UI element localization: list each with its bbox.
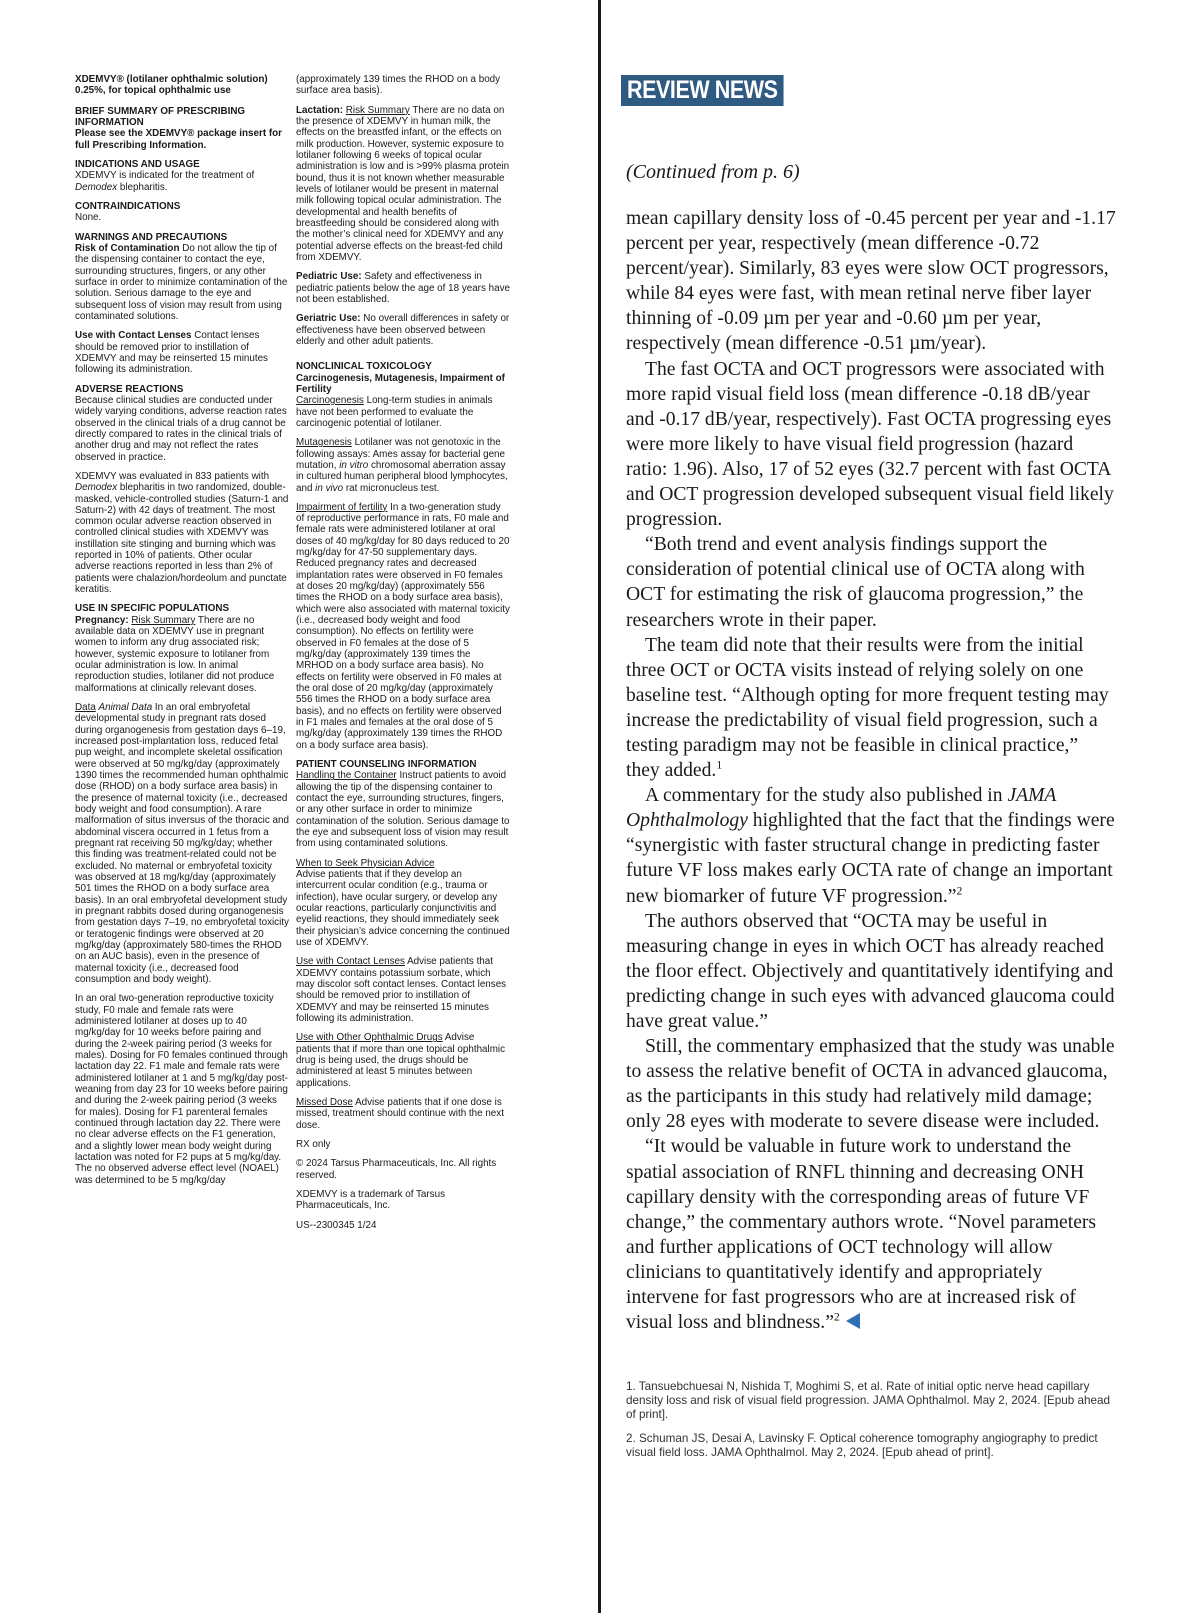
prescribing-info-column-2 [296,74,510,1231]
article-paragraph-8 [626,1134,1116,1335]
indications-text-end: blepharitis. [117,181,168,193]
reference-2: 2. Schuman JS, Desai A, Lavinsky F. Optical coherence tomography angiography to predict visual field loss. JAMA Ophthalmol. May 2, 2024. [Epub ahead of print]. [626,1432,1098,1459]
lactation-text: There are no data on the presence of XDEMVY in human milk, the effects on the breastfed infant, or the effects on milk production. However, systemic exposure to lotilaner following 6 weeks of topical ocular administration is low and is >99% plasma protein bound, thus it is not known whether measurable levels of lotilaner would be present in maternal milk following topical ocular administration. The developmental and health benefits of breastfeeding should be considered along with the mother’s clinical need for XDEMVY and any potential adverse effects on the breast-fed child from XDEMVY. [296,104,510,263]
brief-summary-section [75,106,289,151]
brief-summary-heading: BRIEF SUMMARY OF PRESCRIBING INFORMATION [75,105,246,128]
data-label: Data [75,702,96,714]
article-paragraph-1: mean capillary density loss of -0.45 percent per year and -1.17 percent per year, respectively (mean difference -0.72 percent/year). Similarly, 83 eyes were slow OCT progressors, while 84 eyes were fast, with mean retinal nerve fiber layer thinning of -0.09 µm per year and -0.60 µm per year, respectively (mean difference -0.51 µm/year). [626,208,1116,355]
contraindications-heading: CONTRAINDICATIONS [75,200,181,212]
paragraph-5-text: A commentary for the study also published in [645,785,1008,807]
references [626,1380,1116,1470]
fertility-text: In a two-generation study of reproductive performance in rats, F0 male and female rats were administered lotilaner at oral doses of 40 mg/kg/day for 80 days reduced to 20 mg/kg/day for 47-50 supplementary days. Reduced pregnancy rates and decreased implantation rates were observed in F0 females at doses 20 mg/kg/day) (approximately 556 times the RHOD on a body surface area basis), which were also associated with maternal toxicity (i.e., decreased body weight and food consumption). No effects on fertility were observed in F0 females at the dose of 5 mg/kg/day (approximately 139 times the MRHOD on a body surface area basis). No effects on fertility were observed in F0 males at the oral dose of 20 mg/kg/day (approximately 556 times the RHOD on a body surface area basis), and no effects on fertility were observed in F1 males and females at the oral dose of 5 mg/kg/day (approximately 139 times the RHOD on a body surface area basis). [296,501,510,751]
page-divider [598,0,601,1613]
triangle-left-icon [846,1313,860,1329]
missed-dose-text: Advise patients that if one dose is missed, treatment should continue with the next dose. [296,1096,504,1131]
counseling-heading: PATIENT COUNSELING INFORMATION [296,759,477,771]
mutagenesis-label: Mutagenesis [296,437,352,449]
article-paragraph-5 [626,783,1116,908]
article-paragraph-4 [626,633,1116,784]
indications-text: XDEMVY is indicated for the treatment of [75,170,255,182]
counseling-lenses-label: Use with Contact Lenses [296,956,405,968]
trademark: XDEMVY is a trademark of Tarsus Pharmaceuticals, Inc. [296,1188,445,1212]
adverse-reactions-para-2: XDEMVY was evaluated in 833 patients with [75,470,270,482]
article-paragraph-2: The fast OCTA and OCT progressors were associated with more rapid visual field loss (mean difference -0.18 dB/year and -0.17 dB/year, respectively). Fast OCTA progressing eyes were more likely to have visual field progression (hazard ratio: 1.96). Also, 17 of 52 eyes (32.7 percent with fast OCTA and OCT progression developed subsequent visual field likely progression. [626,358,1114,531]
mutagenesis-italic-1: in vitro [339,459,369,471]
citation-2: 2 [956,884,963,897]
animal-data-text: In an oral embryofetal developmental study in pregnant rats dosed during organogenesis from gestation days 6–19, increased post-implantation loss, reduced fetal pup weight, and incomplete skeletal ossification were observed at 50 mg/kg/day (approximately 1390 times the recommended human ophthalmic dose (RHOD) on a body surface area basis) in the presence of maternal toxicity (i.e., decreased body weight and food consumption). A rare malformation of situs inversus of the thoracic and abdominal viscera occurred in 1 fetus from a pregnant rat receiving 50 mg/kg/day; whether this finding was treatment-related could not be excluded. No maternal or embryofetal toxicity was observed at 18 mg/kg/day (approximately 501 times the RHOD on a body surface area basis). In an oral embryofetal development study in pregnant rabbits dosed during organogenesis from gestation days 7–19, no embryofetal toxicity or teratogenic findings were observed at 20 mg/kg/day (approximately 580-times the RHOD on an AUC basis), even in the presence of maternal toxicity (i.e., decreased food consumption and body weight). [75,702,289,985]
mutagenesis-text-end: rat micronucleus test. [343,482,440,494]
counseling-lenses-text: Advise patients that XDEMVY contains potassium sorbate, which may discolor soft contact lenses. Contact lenses should be removed prior to instillation of XDEMVY and may be reinserted 15 minutes following its administration. [296,956,507,1024]
indications-italic: Demodex [75,181,118,193]
prescribing-info-column-1 [75,74,289,1194]
reproduction-text: In an oral two-generation reproductive toxicity study, F0 male and female rats were administered lotilaner at doses up to 40 mg/kg/day for 10 weeks before pairing and during the 2-week pairing period (3 weeks for males). Dosing for F0 females continued through lactation day 22. F1 male and female rats were administered lotilaner at 1 and 5 mg/kg/day post-weaning from day 23 for 10 weeks before pairing and during the 2-week pairing period (3 weeks for males). Dosing for F1 parenteral females continued through lactation day 22. There were no clear adverse effects on the F1 generation, and a slightly lower mean body weight during lactation was noted for F2 pups at 5 mg/kg/day. The no observed adverse effect level (NOAEL) was determined to be 5 mg/kg/day [75,993,288,1186]
continued-line: (Continued from p. 6) [626,161,800,183]
physician-advice-label: When to Seek Physician Advice [296,857,435,869]
warnings-heading: WARNINGS AND PRECAUTIONS [75,231,228,243]
citation-1: 1 [716,758,723,772]
document-code: US--2300345 1/24 [296,1219,377,1231]
article-paragraph-7: Still, the commentary emphasized that the study was unable to assess the relative benefit of OCTA in advanced glaucoma, as the participants in this study had relatively mild damage; only 28 eyes with moderate to severe disease were included. [626,1036,1115,1133]
journal-name: JAMA Ophthalmology [626,785,1057,832]
pregnancy-label: Pregnancy: [75,614,129,626]
lactation-risk-summary-label: Risk Summary [345,104,410,116]
indications-heading: INDICATIONS AND USAGE [75,158,200,170]
handling-text: Instruct patients to avoid allowing the tip of the dispensing container to contact the eye, surrounding structures, fingers, or any other surface in order to minimize contamination of the solution. Serious damage to the eye and subsequent loss of vision may result from using contaminated solutions. [296,770,510,850]
citation-2b: 2 [833,1310,840,1324]
article-paragraph-3: “Both trend and event analysis findings support the consideration of potential clinical use of OCTA along with OCT for estimating the risk of glaucoma progression,” the researchers wrote in their paper. [626,534,1085,631]
pregnancy-text: There are no available data on XDEMVY use in pregnant women to inform any drug associated risk; however, systemic exposure to lotilaner from ocular administration is low. In animal reproduction studies, lotilaner did not produce malformations at clinically relevant doses. [75,614,275,694]
geriatric-label: Geriatric Use: [296,313,361,325]
reference-1: 1. Tansuebchuesai N, Nishida T, Moghimi S, et al. Rate of initial optic nerve head capillary density loss and risk of visual field progression. JAMA Ophthalmol. May 2, 2024. [Epub ahead of print]. [626,1380,1110,1421]
adverse-reactions-heading: ADVERSE REACTIONS [75,383,184,395]
carcinogenesis-text: Long-term studies in animals have not been performed to evaluate the carcinogenic potential of lotilaner. [296,395,493,429]
handling-label: Handling the Container [296,770,397,782]
adverse-reactions-section [75,384,289,596]
risk-summary-label: Risk Summary [131,614,196,626]
article-body [626,206,1116,1335]
contraindications-section [75,201,289,224]
adverse-reactions-para-2-end: blepharitis in two randomized, double-masked, vehicle-controlled studies (Saturn-1 and Saturn-2) with 42 days of treatment. The most common ocular adverse reaction observed in controlled clinical studies with XDEMVY was instillation site stinging and burning which was reported in 10% of patients. Other ocular adverse reactions reported in less than 2% of patients were chalazion/hordeolum and punctate keratitis. [75,482,289,596]
geriatric-text: No overall differences in safety or effectiveness have been observed between elderly and other adult patients. [296,313,510,347]
section-badge: REVIEW NEWS [621,75,784,106]
nonclinical-heading: NONCLINICAL TOXICOLOGY [296,361,432,373]
brief-summary-note: Please see the XDEMVY® package insert for full Prescribing Information. [75,128,282,151]
paragraph-8-text: “It would be valuable in future work to understand the spatial association of RNFL thinning and decreasing ONH capillary density with the corresponding areas of future VF change,” the commentary authors wrote. “Novel parameters and further applications of OCT technology will allow clinicians to quantitatively identify and appropriately intervene for fast progressors who are at increased risk of visual loss and blindness.” [626,1136,1097,1334]
adverse-reactions-para-1: Because clinical studies are conducted under widely varying conditions, adverse reaction rates observed in the clinical trials of a drug cannot be directly compared to rates in the clinical trials of another drug and may not reflect the rates observed in practice. [75,394,287,463]
mutagenesis-italic-2: in vivo [315,482,344,494]
contamination-text: Do not allow the tip of the dispensing container to contact the eye, surrounding structures, fingers, or any other surface in order to minimize contamination of the solution. Serious damage to the eye and subsequent loss of vision may result from using contaminated solutions. [75,242,288,322]
nonclinical-section [296,361,510,751]
pediatric-label: Pediatric Use: [296,271,362,283]
reproduction-text-continued: (approximately 139 times the RHOD on a body surface area basis). [296,74,501,97]
article-paragraph-6: The authors observed that “OCTA may be useful in measuring change in eyes in which OCT has already reached the floor effect. Objectively and quantitatively identifying and predicting change in such eyes with advanced glaucoma could have great value.” [626,910,1115,1032]
other-drugs-text: Advise patients that if more than one topical ophthalmic drug is being used, the drugs should be administered at least 5 minutes between applications. [296,1032,506,1089]
specific-populations-heading: USE IN SPECIFIC POPULATIONS [75,603,230,615]
contact-lenses-label: Use with Contact Lenses [75,330,192,342]
warnings-section [75,232,289,376]
animal-data-label: Animal Data [98,702,153,714]
mutagenesis-text: Lotilaner was not genotoxic in the following assays: Ames assay for bacterial gene mutation, [296,437,506,471]
pediatric-text: Safety and effectiveness in pediatric patients below the age of 18 years have not been established. [296,271,510,305]
indications-section [75,159,289,193]
mutagenesis-text-mid: chromosomal aberration assay in cultured human peripheral blood lymphocytes, and [296,459,508,494]
specific-populations-section [75,603,289,1185]
copyright: © 2024 Tarsus Pharmaceuticals, Inc. All rights reserved. [296,1158,497,1181]
contraindications-text: None. [75,212,102,224]
paragraph-4-text: The team did note that their results were from the initial three OCT or OCTA visits instead of relying solely on one baseline test. “Although opting for more frequent testing may increase the predictability of visual field progression, such a testing paradigm may not be feasible in clinical practice,” they added. [626,634,1109,782]
paragraph-5-text-end: highlighted that the fact that the findings were “synergistic with faster structural change in predicting faster future VF loss makes early OCTA rate of change an important new biomarker of future VF progression.” [626,810,1115,907]
product-title: XDEMVY® (lotilaner ophthalmic solution) 0.25%, for topical ophthalmic use [75,74,268,97]
carcinogenesis-label: Carcinogenesis [296,395,364,407]
lactation-label: Lactation: [296,104,344,116]
missed-dose-label: Missed Dose [296,1096,353,1108]
other-drugs-label: Use with Other Ophthalmic Drugs [296,1032,443,1044]
adverse-reactions-italic: Demodex [75,482,118,494]
contamination-label: Risk of Contamination [75,242,180,254]
contact-lenses-text: Contact lenses should be removed prior to instillation of XDEMVY and may be reinserted 15 minutes following its administration. [75,330,268,376]
fertility-label: Impairment of fertility [296,501,388,513]
nonclinical-subheading: Carcinogenesis, Mutagenesis, Impairment of Fertility [296,372,505,395]
rx-only: RX only [296,1138,331,1150]
physician-advice-text: Advise patients that if they develop an intercurrent ocular condition (e.g., trauma or infection), have ocular surgery, or develop any ocular reactions, particularly conjunctivitis and eyelid reactions, they should immediately seek their physician’s advice concerning the continued use of XDEMVY. [296,869,510,948]
counseling-section [296,759,510,1131]
